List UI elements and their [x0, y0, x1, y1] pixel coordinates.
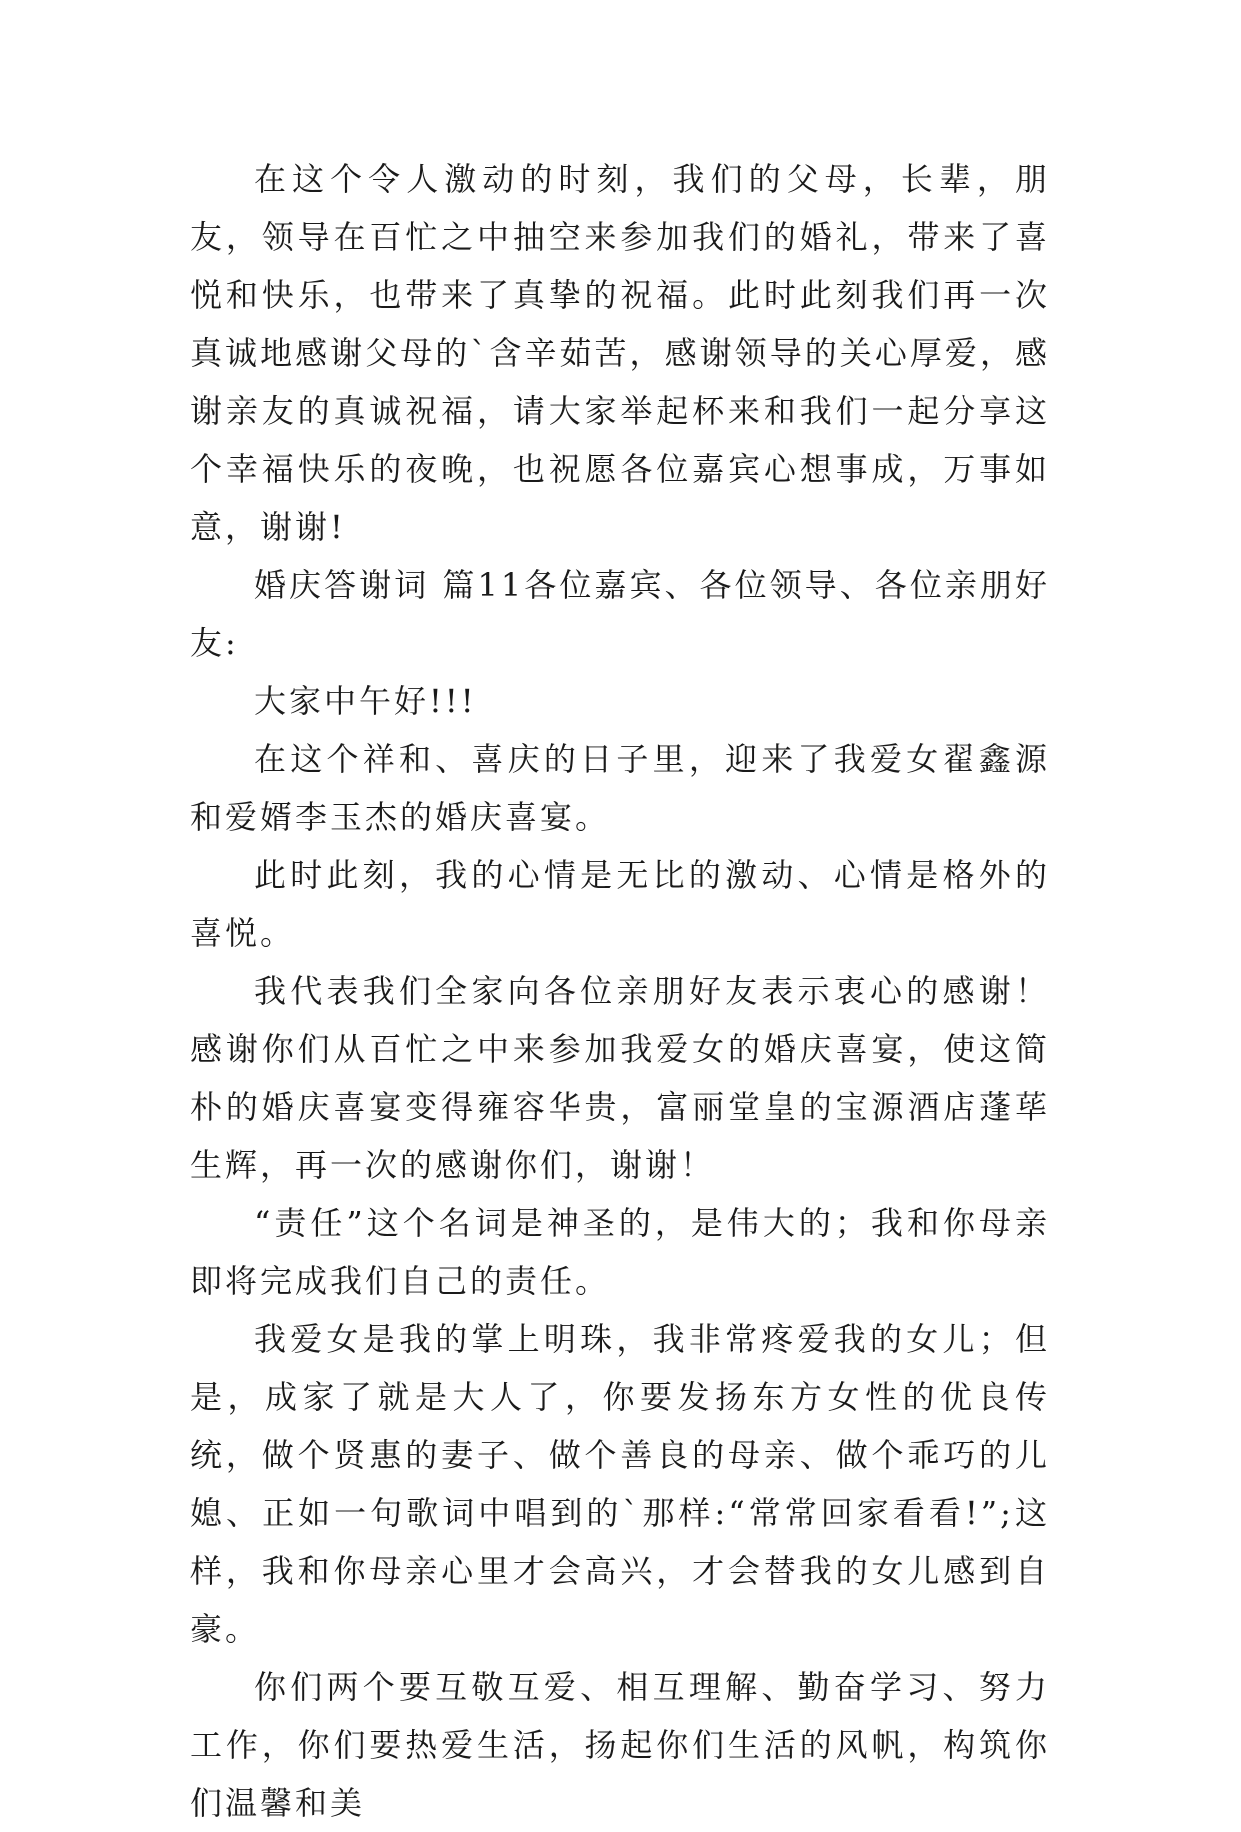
paragraph-4: 在这个祥和、喜庆的日子里，迎来了我爱女翟鑫源和爱婿李玉杰的婚庆喜宴。	[190, 740, 1050, 836]
paragraph-5: 此时此刻，我的心情是无比的激动、心情是格外的喜悦。	[190, 856, 1050, 952]
document-body	[190, 150, 1050, 1832]
paragraph-1: 在这个令人激动的时刻，我们的父母，长辈，朋友，领导在百忙之中抽空来参加我们的婚礼，带来了喜悦和快乐，也带来了真挚的祝福。此时此刻我们再一次真诚地感谢父母的`含辛茹苦，感谢领导的关心厚爱，感谢亲友的真诚祝福，请大家举起杯来和我们一起分享这个幸福快乐的夜晚，也祝愿各位嘉宾心想事成，万事如意，谢谢!	[190, 160, 1050, 546]
paragraph-8: 我爱女是我的掌上明珠，我非常疼爱我的女儿；但是，成家了就是大人了，你要发扬东方女性的优良传统，做个贤惠的妻子、做个善良的母亲、做个乖巧的儿媳、正如一句歌词中唱到的`那样:“常常回家看看!”;这样，我和你母亲心里才会高兴，才会替我的女儿感到自豪。	[190, 1320, 1050, 1648]
paragraph-9: 你们两个要互敬互爱、相互理解、勤奋学习、努力工作，你们要热爱生活，扬起你们生活的风帆，构筑你们温馨和美	[190, 1668, 1050, 1822]
paragraph-7: “责任”这个名词是神圣的，是伟大的；我和你母亲即将完成我们自己的责任。	[190, 1204, 1050, 1300]
paragraph-6: 我代表我们全家向各位亲朋好友表示衷心的感谢！感谢你们从百忙之中来参加我爱女的婚庆喜宴，使这简朴的婚庆喜宴变得雍容华贵，富丽堂皇的宝源酒店蓬荜生辉，再一次的感谢你们，谢谢！	[190, 972, 1050, 1184]
paragraph-3-greeting: 大家中午好!!!	[254, 682, 477, 720]
paragraph-2-heading: 婚庆答谢词 篇11各位嘉宾、各位领导、各位亲朋好友:	[190, 566, 1050, 662]
